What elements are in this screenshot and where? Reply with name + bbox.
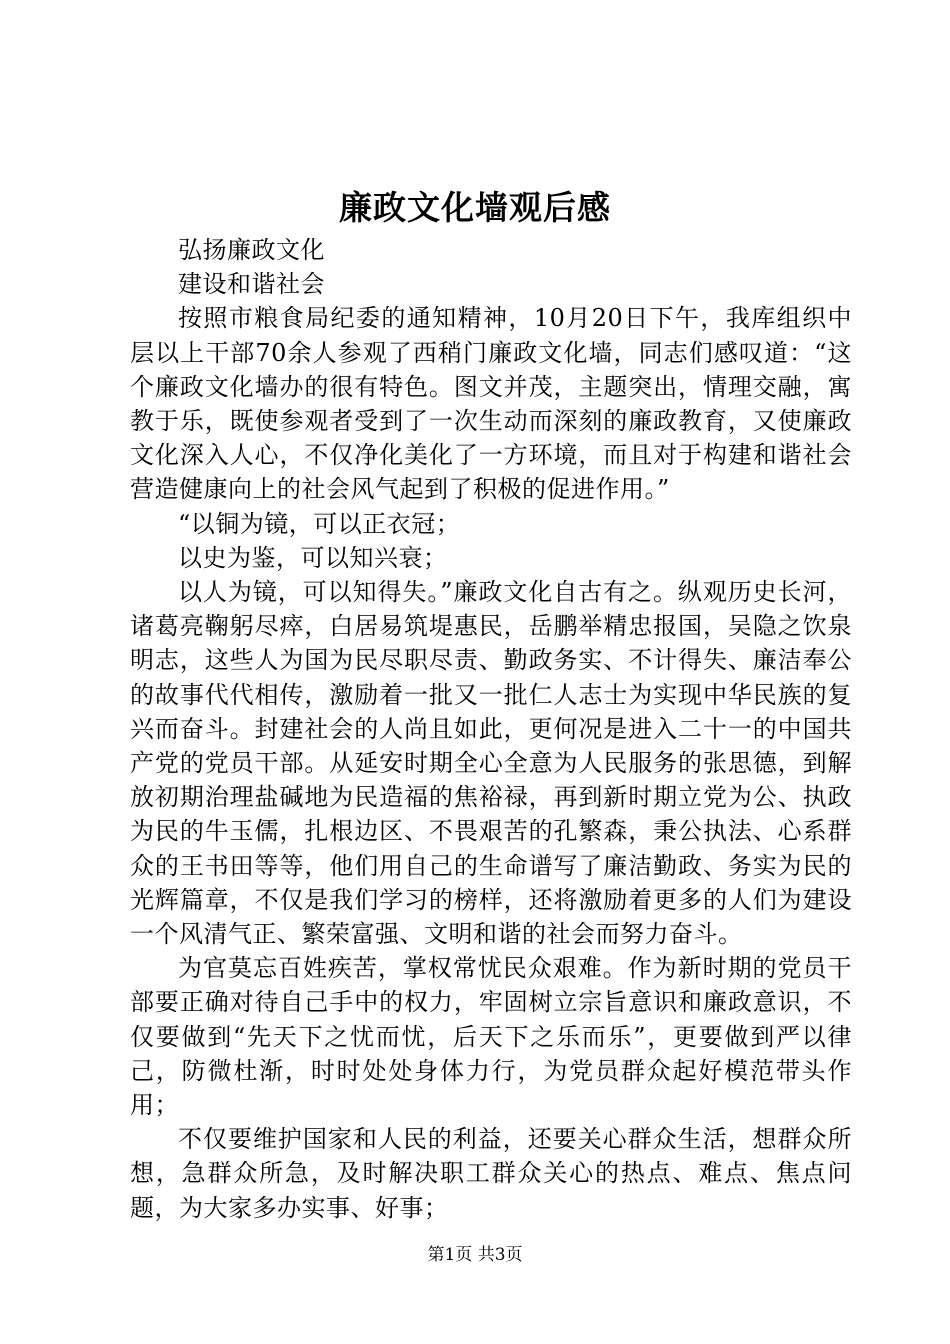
paragraph-visit: 按照市粮食局纪委的通知精神，10月20日下午，我库组织中层以上干部70余人参观了西稍门廉政文化墙，同志们感叹道：“这个廉政文化墙办的很有特色。图文并茂，主题突出，情理交融，寓教于乐，既使参观者受到了一次生动而深刻的廉政教育，又使廉政文化深入人心，不仅净化美化了一方环境，而且对于构建和谐社会营造健康向上的社会风气起到了积极的促进作用。” (130, 304, 852, 504)
paragraph-people: 不仅要维护国家和人民的利益，还要关心群众生活，想群众所想，急群众所急，及时解决职工群众关心的热点、难点、焦点问题，为大家多办实事、好事； (130, 1125, 852, 1222)
paragraph-history: 以人为镜，可以知得失。”廉政文化自古有之。纵观历史长河，诸葛亮鞠躬尽瘁，白居易筑堤惠民，岳鹏举精忠报国，吴隐之饮泉明志，这些人为国为民尽职尽责、勤政务实、不计得失、廉洁奉公的故事代代相传，激励着一批又一批仁人志士为实现中华民族的复兴而奋斗。封建社会的人尚且如此，更何况是进入二十一的中国共产党的党员干部。从延安时期全心全意为人民服务的张思德，到解放初期治理盐碱地为民造福的焦裕禄，再到新时期立党为公、执政为民的牛玉儒，扎根边区、不畏艰苦的孔繁森，秉公执法、心系群众的王书田等等，他们用自己的生命谱写了廉洁勤政、务实为民的光辉篇章，不仅是我们学习的榜样，还将激励着更多的人们为建设一个风清气正、繁荣富强、文明和谐的社会而努力奋斗。 (130, 578, 852, 949)
document-body (130, 233, 852, 1225)
paragraph-quote-2: 以史为鉴，可以知兴衰； (178, 543, 448, 572)
paragraph-quote-1: “以铜为镜，可以正衣冠； (178, 509, 461, 538)
paragraph-officials: 为官莫忘百姓疾苦，掌权常忧民众艰难。作为新时期的党员干部要正确对待自己手中的权力，牢固树立宗旨意识和廉政意识，不仅要做到“先天下之忧而忧，后天下之乐而乐”，更要做到严以律己，防微杜渐，时时处处身体力行，为党员群众起好模范带头作用； (130, 954, 852, 1120)
paragraph-subtitle-2: 建设和谐社会 (178, 270, 325, 299)
page-footer: 第1页 共3页 (427, 1245, 523, 1265)
paragraph-subtitle-1: 弘扬廉政文化 (178, 236, 325, 264)
document-title: 廉政文化墙观后感 (339, 188, 611, 227)
